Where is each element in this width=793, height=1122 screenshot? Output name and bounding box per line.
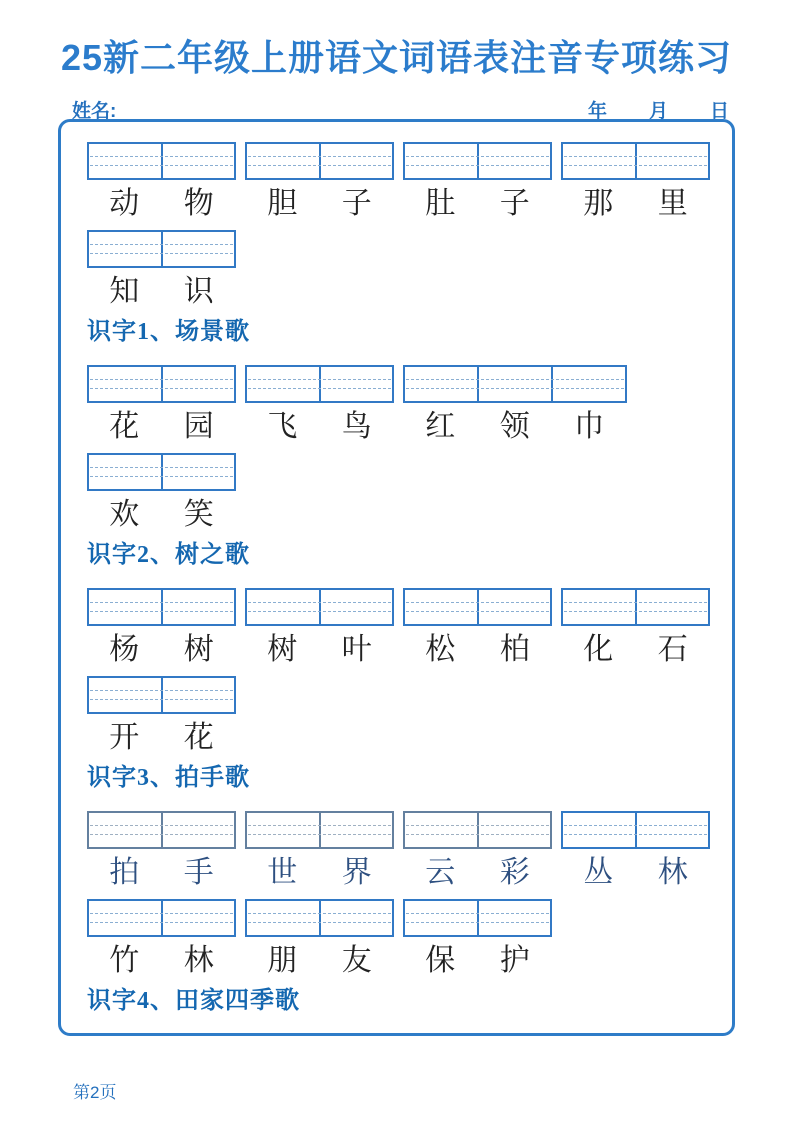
pinyin-writing-box[interactable]	[87, 230, 236, 268]
pinyin-cell[interactable]	[319, 367, 393, 401]
word-unit	[87, 453, 236, 533]
pinyin-writing-box[interactable]	[561, 811, 710, 849]
hanzi-char: 欢	[109, 498, 140, 531]
page-title: 25新二年级上册语文词语表注音专项练习	[60, 37, 733, 78]
pinyin-writing-box[interactable]	[87, 142, 236, 180]
pinyin-cell[interactable]	[477, 813, 551, 847]
pinyin-writing-box[interactable]	[245, 811, 394, 849]
year-label: 年	[587, 101, 607, 122]
section-header: 识字4、田家四季歌	[87, 988, 300, 1014]
pinyin-cell[interactable]	[563, 813, 635, 847]
pinyin-cell[interactable]	[89, 367, 161, 401]
word-unit	[87, 365, 236, 445]
pinyin-cell[interactable]	[405, 590, 477, 624]
pinyin-cell[interactable]	[89, 590, 161, 624]
section-header: 识字1、场景歌	[87, 319, 250, 345]
pinyin-cell[interactable]	[477, 901, 551, 935]
pinyin-cell[interactable]	[89, 813, 161, 847]
hanzi-char: 杨	[109, 633, 140, 666]
word-characters	[403, 632, 552, 668]
hanzi-char: 朋	[267, 944, 298, 977]
word-unit	[87, 899, 236, 979]
word-unit	[87, 142, 236, 222]
pinyin-cell[interactable]	[161, 678, 235, 712]
word-characters	[245, 855, 394, 891]
word-unit	[403, 365, 627, 445]
pinyin-writing-box[interactable]	[87, 588, 236, 626]
pinyin-cell[interactable]	[405, 813, 477, 847]
hanzi-char: 那	[583, 187, 614, 220]
hanzi-char: 丛	[583, 856, 614, 889]
word-row	[87, 588, 732, 668]
word-row	[87, 365, 732, 445]
word-unit	[561, 142, 710, 222]
word-unit	[245, 365, 394, 445]
word-unit	[245, 811, 394, 891]
hanzi-char: 彩	[499, 856, 530, 889]
pinyin-cell[interactable]	[319, 590, 393, 624]
pinyin-cell[interactable]	[247, 367, 319, 401]
hanzi-char: 花	[109, 410, 140, 443]
word-characters	[403, 186, 552, 222]
word-unit	[87, 811, 236, 891]
hanzi-char: 柏	[499, 633, 530, 666]
pinyin-cell[interactable]	[319, 144, 393, 178]
pinyin-writing-box[interactable]	[87, 453, 236, 491]
hanzi-char: 鸟	[341, 410, 372, 443]
word-row	[87, 676, 732, 756]
hanzi-char: 云	[425, 856, 456, 889]
word-unit	[87, 230, 236, 310]
word-characters	[561, 632, 710, 668]
name-label: 姓名:	[72, 101, 117, 122]
hanzi-char: 世	[267, 856, 298, 889]
pinyin-cell[interactable]	[477, 367, 551, 401]
pinyin-cell[interactable]	[405, 901, 477, 935]
hanzi-char: 胆	[267, 187, 298, 220]
pinyin-cell[interactable]	[405, 367, 477, 401]
hanzi-char: 化	[583, 633, 614, 666]
pinyin-cell[interactable]	[89, 232, 161, 266]
word-characters	[245, 632, 394, 668]
hanzi-char: 知	[109, 275, 140, 308]
pinyin-cell[interactable]	[477, 590, 551, 624]
pinyin-writing-box[interactable]	[87, 365, 236, 403]
pinyin-cell[interactable]	[247, 144, 319, 178]
word-row	[87, 230, 732, 310]
pinyin-writing-box[interactable]	[403, 142, 552, 180]
hanzi-char: 石	[657, 633, 688, 666]
hanzi-char: 林	[657, 856, 688, 889]
pinyin-cell[interactable]	[477, 144, 551, 178]
pinyin-cell[interactable]	[635, 813, 709, 847]
word-unit	[403, 588, 552, 668]
pinyin-writing-box[interactable]	[561, 588, 710, 626]
hanzi-char: 手	[183, 856, 214, 889]
word-row	[87, 899, 732, 979]
hanzi-char: 物	[183, 187, 214, 220]
section-header: 识字2、树之歌	[87, 542, 250, 568]
hanzi-char: 竹	[109, 944, 140, 977]
pinyin-cell[interactable]	[247, 813, 319, 847]
pinyin-cell[interactable]	[161, 901, 235, 935]
pinyin-writing-box[interactable]	[561, 142, 710, 180]
word-row	[87, 142, 732, 222]
word-row	[87, 453, 732, 533]
pinyin-writing-box[interactable]	[403, 588, 552, 626]
word-unit	[403, 142, 552, 222]
hanzi-char: 拍	[109, 856, 140, 889]
pinyin-cell[interactable]	[405, 144, 477, 178]
day-label: 日	[709, 101, 729, 122]
pinyin-writing-box[interactable]	[403, 365, 627, 403]
section-header: 识字3、拍手歌	[87, 765, 250, 791]
pinyin-cell[interactable]	[89, 678, 161, 712]
pinyin-cell[interactable]	[635, 144, 709, 178]
hanzi-char: 红	[425, 410, 456, 443]
pinyin-writing-box[interactable]	[87, 899, 236, 937]
hanzi-char: 林	[183, 944, 214, 977]
word-unit	[561, 588, 710, 668]
word-characters	[87, 497, 236, 533]
word-unit	[245, 899, 394, 979]
hanzi-char: 友	[341, 944, 372, 977]
hanzi-char: 护	[499, 944, 530, 977]
pinyin-cell[interactable]	[551, 367, 625, 401]
pinyin-cell[interactable]	[161, 232, 235, 266]
hanzi-char: 保	[425, 944, 456, 977]
hanzi-char: 识	[183, 275, 214, 308]
pinyin-cell[interactable]	[319, 901, 393, 935]
word-row	[87, 811, 732, 891]
word-characters	[245, 186, 394, 222]
hanzi-char: 界	[341, 856, 372, 889]
word-characters	[561, 855, 710, 891]
hanzi-char: 领	[499, 410, 530, 443]
pinyin-writing-box[interactable]	[87, 811, 236, 849]
word-unit	[561, 811, 710, 891]
word-characters	[561, 186, 710, 222]
word-unit	[403, 811, 552, 891]
word-characters	[87, 186, 236, 222]
word-characters	[403, 943, 552, 979]
pinyin-writing-box[interactable]	[245, 588, 394, 626]
month-label: 月	[648, 101, 668, 122]
word-characters	[403, 409, 627, 445]
word-unit	[245, 142, 394, 222]
word-characters	[245, 943, 394, 979]
word-characters	[87, 409, 236, 445]
pinyin-cell[interactable]	[247, 590, 319, 624]
word-unit	[87, 588, 236, 668]
pinyin-cell[interactable]	[161, 455, 235, 489]
word-characters	[87, 632, 236, 668]
word-characters	[87, 274, 236, 310]
word-characters	[87, 943, 236, 979]
word-unit	[87, 676, 236, 756]
pinyin-writing-box[interactable]	[403, 811, 552, 849]
hanzi-char: 里	[657, 187, 688, 220]
word-characters	[87, 720, 236, 756]
hanzi-char: 飞	[267, 410, 298, 443]
hanzi-char: 开	[109, 721, 140, 754]
word-unit	[245, 588, 394, 668]
pinyin-cell[interactable]	[563, 590, 635, 624]
pinyin-cell[interactable]	[89, 455, 161, 489]
pinyin-cell[interactable]	[161, 813, 235, 847]
pinyin-cell[interactable]	[89, 901, 161, 935]
pinyin-writing-box[interactable]	[245, 365, 394, 403]
hanzi-char: 动	[109, 187, 140, 220]
hanzi-char: 子	[341, 187, 372, 220]
pinyin-cell[interactable]	[161, 590, 235, 624]
pinyin-writing-box[interactable]	[403, 899, 552, 937]
hanzi-char: 松	[425, 633, 456, 666]
content-frame	[58, 119, 735, 1036]
hanzi-char: 树	[183, 633, 214, 666]
hanzi-char: 树	[267, 633, 298, 666]
word-characters	[403, 855, 552, 891]
pinyin-cell[interactable]	[161, 367, 235, 401]
word-characters	[87, 855, 236, 891]
pinyin-writing-box[interactable]	[245, 899, 394, 937]
hanzi-char: 子	[499, 187, 530, 220]
pinyin-cell[interactable]	[319, 813, 393, 847]
pinyin-cell[interactable]	[247, 901, 319, 935]
sections	[87, 142, 732, 1015]
page-number: 第2页	[73, 1083, 117, 1102]
word-unit	[403, 899, 552, 979]
word-characters	[245, 409, 394, 445]
hanzi-char: 笑	[183, 498, 214, 531]
pinyin-cell[interactable]	[563, 144, 635, 178]
hanzi-char: 肚	[425, 187, 456, 220]
hanzi-char: 叶	[341, 633, 372, 666]
pinyin-cell[interactable]	[635, 590, 709, 624]
hanzi-char: 花	[183, 721, 214, 754]
hanzi-char: 园	[183, 410, 214, 443]
pinyin-cell[interactable]	[161, 144, 235, 178]
pinyin-cell[interactable]	[89, 144, 161, 178]
pinyin-writing-box[interactable]	[245, 142, 394, 180]
pinyin-writing-box[interactable]	[87, 676, 236, 714]
hanzi-char: 巾	[574, 410, 605, 443]
